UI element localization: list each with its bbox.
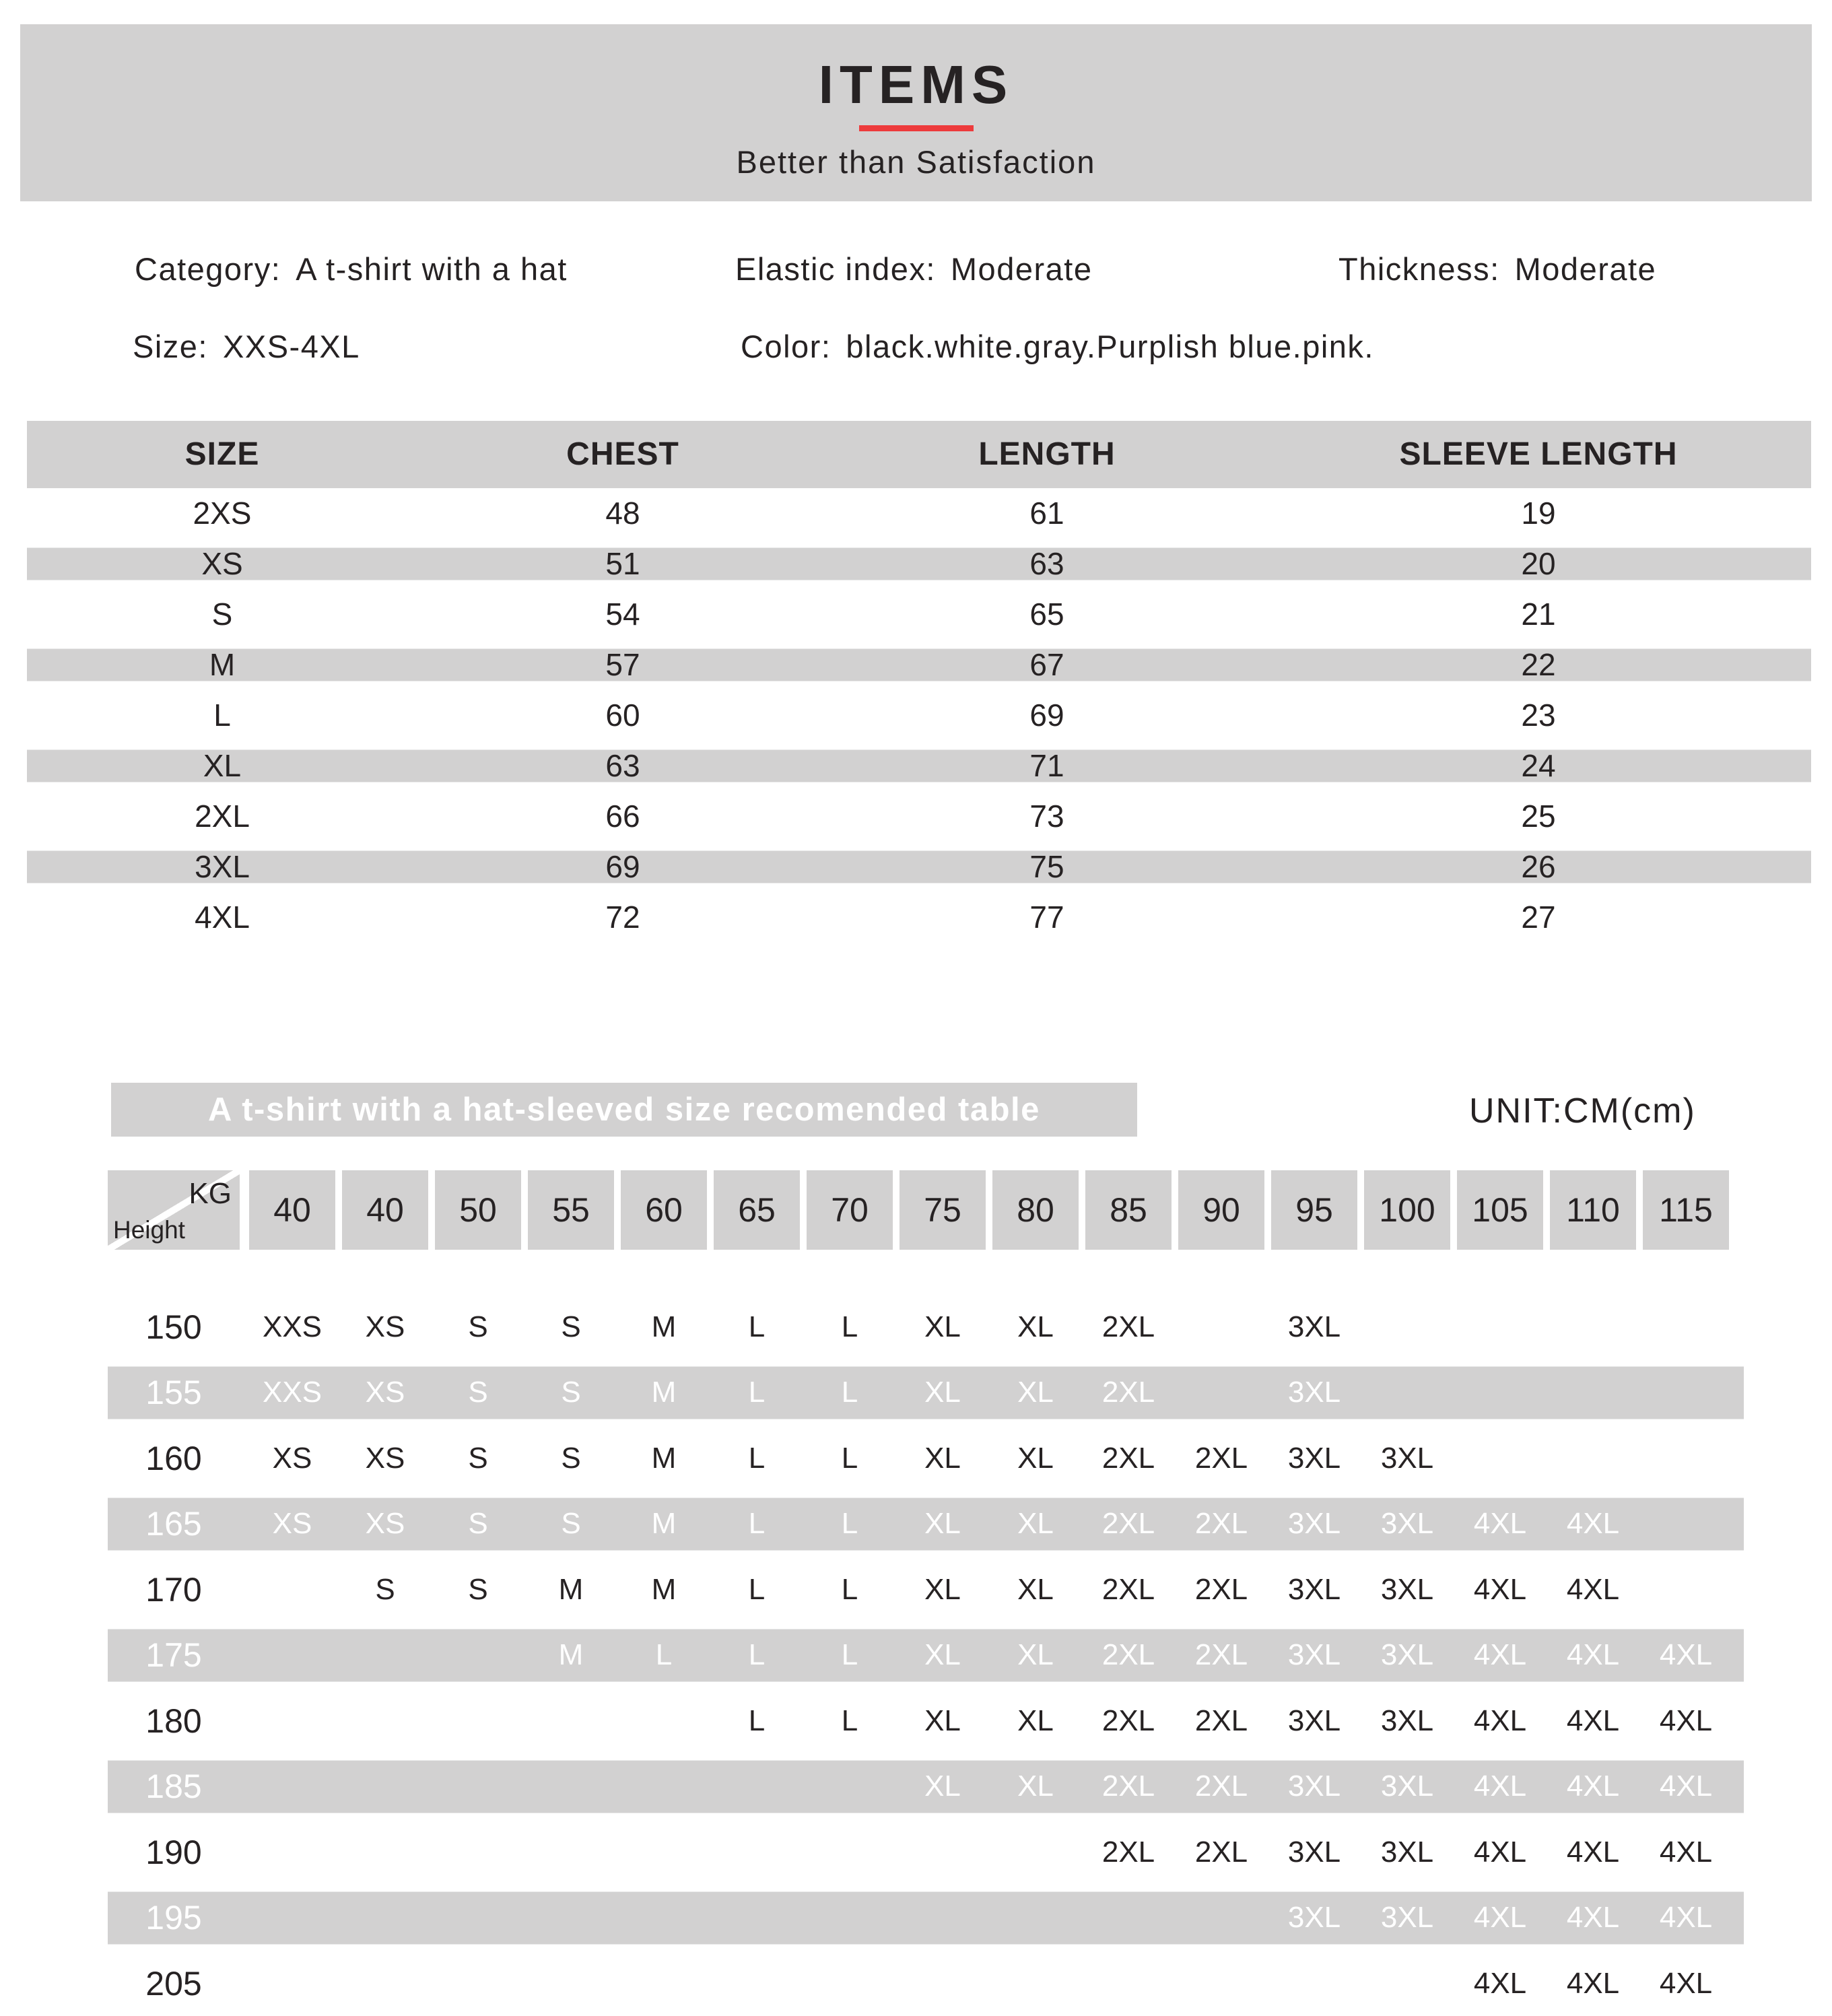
- color-info: [741, 328, 1374, 365]
- recommend-size-cell: 4XL: [1473, 1770, 1527, 1803]
- color-value: black.white.gray.Purplish blue.pink.: [846, 329, 1374, 364]
- weight-header-cell: 60: [621, 1170, 707, 1250]
- length-cell: 77: [1029, 900, 1064, 935]
- weight-header-cell: 115: [1643, 1170, 1729, 1250]
- recommend-size-cell: L: [748, 1376, 766, 1409]
- recommend-size-cell: XL: [924, 1638, 961, 1672]
- recommend-size-cell: L: [748, 1704, 766, 1737]
- recommend-size-cell: L: [841, 1572, 858, 1606]
- recommend-size-cell: S: [468, 1441, 488, 1475]
- weight-header-cell: 100: [1364, 1170, 1450, 1250]
- recommend-size-cell: M: [558, 1572, 584, 1606]
- recommend-size-cell: 2XL: [1101, 1638, 1155, 1672]
- recommend-size-cell: L: [748, 1572, 766, 1606]
- recommend-size-cell: 4XL: [1473, 1835, 1527, 1869]
- recommend-size-cell: XL: [1017, 1704, 1054, 1737]
- recommend-size-cell: 4XL: [1473, 1507, 1527, 1541]
- recommend-size-cell: 3XL: [1380, 1901, 1434, 1935]
- chest-cell: 72: [605, 900, 640, 935]
- height-label: 195: [145, 1899, 202, 1937]
- recommend-size-cell: M: [651, 1572, 677, 1606]
- weight-header-cell: 50: [435, 1170, 521, 1250]
- sleeve-length-cell: 19: [1521, 496, 1556, 531]
- recommend-size-cell: XL: [924, 1441, 961, 1475]
- height-row-175: [108, 1623, 1744, 1689]
- recommend-size-cell: M: [651, 1376, 677, 1409]
- weight-header-cell: 95: [1271, 1170, 1357, 1250]
- recommend-size-cell: 2XL: [1194, 1638, 1248, 1672]
- chest-cell: 60: [605, 698, 640, 733]
- recommend-size-cell: 3XL: [1287, 1638, 1341, 1672]
- recommend-size-cell: L: [841, 1704, 858, 1737]
- size-cell: 2XL: [195, 799, 250, 834]
- recommend-size-cell: XL: [1017, 1441, 1054, 1475]
- recommend-size-cell: XS: [272, 1441, 312, 1475]
- height-label: 205: [145, 1964, 202, 2003]
- recommend-size-cell: XL: [1017, 1507, 1054, 1541]
- recommend-size-cell: XXS: [262, 1376, 323, 1409]
- recommend-size-cell: L: [748, 1638, 766, 1672]
- sleeve-length-cell: 25: [1521, 799, 1556, 834]
- weight-header-cell: 80: [992, 1170, 1079, 1250]
- recommend-size-cell: 3XL: [1287, 1572, 1341, 1606]
- recommend-size-cell: 3XL: [1287, 1901, 1341, 1935]
- size-measurement-table: [27, 421, 1811, 943]
- column-header-length: LENGTH: [978, 436, 1116, 472]
- size-table-header-row: [27, 421, 1811, 488]
- chest-cell: 63: [605, 748, 640, 783]
- size-row-XL: [27, 741, 1811, 791]
- size-range-label: Size:: [133, 329, 208, 364]
- recommend-size-cell: 3XL: [1380, 1835, 1434, 1869]
- height-label: 180: [145, 1702, 202, 1740]
- recommend-size-cell: 3XL: [1380, 1572, 1434, 1606]
- recommend-size-cell: L: [655, 1638, 673, 1672]
- recommend-size-cell: 3XL: [1287, 1507, 1341, 1541]
- weight-header-cell: 85: [1085, 1170, 1172, 1250]
- recommend-size-cell: 3XL: [1287, 1376, 1341, 1409]
- recommend-size-cell: XL: [1017, 1638, 1054, 1672]
- height-label: 160: [145, 1439, 202, 1477]
- recommend-size-cell: 2XL: [1194, 1770, 1248, 1803]
- sleeve-length-cell: 27: [1521, 900, 1556, 935]
- size-row-S: [27, 589, 1811, 640]
- chest-cell: 48: [605, 496, 640, 531]
- recommend-size-cell: 4XL: [1566, 1638, 1620, 1672]
- brand-title: ITEMS: [818, 55, 1014, 114]
- recommend-size-cell: XL: [924, 1770, 961, 1803]
- color-label: Color:: [741, 329, 832, 364]
- height-label: 165: [145, 1505, 202, 1543]
- recommend-size-cell: S: [561, 1310, 581, 1343]
- recommend-size-cell: XS: [365, 1310, 405, 1343]
- size-row-L: [27, 690, 1811, 741]
- weight-header-cell: 90: [1178, 1170, 1264, 1250]
- size-row-XS: [27, 539, 1811, 589]
- recommend-size-cell: 2XL: [1101, 1441, 1155, 1475]
- length-cell: 65: [1029, 597, 1064, 632]
- recommend-size-cell: L: [748, 1507, 766, 1541]
- chest-cell: 54: [605, 597, 640, 632]
- recommend-size-cell: 4XL: [1659, 1638, 1713, 1672]
- recommend-size-cell: XL: [1017, 1770, 1054, 1803]
- sleeve-length-cell: 23: [1521, 698, 1556, 733]
- kg-height-corner-cell: [108, 1170, 240, 1250]
- recommend-size-cell: L: [841, 1310, 858, 1343]
- size-range-value: XXS-4XL: [223, 329, 360, 364]
- recommend-size-cell: 4XL: [1473, 1638, 1527, 1672]
- length-cell: 73: [1029, 799, 1064, 834]
- length-cell: 69: [1029, 698, 1064, 733]
- size-cell: S: [211, 597, 233, 632]
- recommend-size-cell: XS: [272, 1507, 312, 1541]
- chest-cell: 69: [605, 849, 640, 884]
- recommend-size-cell: S: [468, 1507, 488, 1541]
- recommend-size-cell: L: [841, 1441, 858, 1475]
- recommend-size-cell: 3XL: [1380, 1507, 1434, 1541]
- recommend-size-cell: L: [841, 1376, 858, 1409]
- recommend-size-cell: 3XL: [1380, 1441, 1434, 1475]
- length-cell: 75: [1029, 849, 1064, 884]
- thickness-label: Thickness:: [1338, 251, 1500, 287]
- recommend-size-cell: M: [558, 1638, 584, 1672]
- recommend-size-cell: L: [841, 1638, 858, 1672]
- recommend-size-cell: L: [841, 1507, 858, 1541]
- recommend-size-cell: 4XL: [1473, 1572, 1527, 1606]
- recommend-size-cell: 4XL: [1659, 1835, 1713, 1869]
- recommend-size-cell: XL: [924, 1572, 961, 1606]
- recommend-size-cell: 4XL: [1566, 1966, 1620, 2000]
- chest-cell: 66: [605, 799, 640, 834]
- recommend-size-cell: XL: [1017, 1572, 1054, 1606]
- column-header-sleeve-length: SLEEVE LENGTH: [1399, 436, 1678, 472]
- category-value: A t-shirt with a hat: [296, 251, 568, 287]
- recommend-size-cell: 2XL: [1194, 1572, 1248, 1606]
- recommend-size-cell: 4XL: [1566, 1770, 1620, 1803]
- column-header-chest: CHEST: [566, 436, 679, 472]
- recommend-size-cell: 3XL: [1380, 1638, 1434, 1672]
- recommend-size-cell: 2XL: [1101, 1704, 1155, 1737]
- size-row-3XL: [27, 842, 1811, 892]
- recommend-size-cell: 4XL: [1566, 1507, 1620, 1541]
- recommend-size-cell: S: [468, 1310, 488, 1343]
- recommend-size-cell: 3XL: [1287, 1770, 1341, 1803]
- recommend-size-cell: 4XL: [1659, 1966, 1713, 2000]
- brand-tagline: Better than Satisfaction: [736, 144, 1096, 180]
- recommend-size-cell: 2XL: [1101, 1310, 1155, 1343]
- height-row-170: [108, 1557, 1744, 1623]
- length-cell: 67: [1029, 647, 1064, 682]
- length-cell: 63: [1029, 546, 1064, 581]
- recommend-size-cell: 4XL: [1566, 1704, 1620, 1737]
- sleeve-length-cell: 24: [1521, 748, 1556, 783]
- weight-header-cell: 105: [1457, 1170, 1543, 1250]
- corner-kg-label: KG: [189, 1177, 232, 1210]
- recommend-size-cell: 4XL: [1566, 1835, 1620, 1869]
- weight-header-cell: 65: [714, 1170, 800, 1250]
- recommend-table-title-badge: A t-shirt with a hat-sleeved size recomended table: [111, 1083, 1137, 1137]
- recommend-size-cell: 4XL: [1566, 1901, 1620, 1935]
- recommend-size-cell: 3XL: [1287, 1310, 1341, 1343]
- recommend-size-cell: XL: [1017, 1376, 1054, 1409]
- height-label: 150: [145, 1308, 202, 1346]
- elastic-index-label: Elastic index:: [735, 251, 936, 287]
- recommend-size-cell: XXS: [262, 1310, 323, 1343]
- recommend-size-cell: 2XL: [1101, 1507, 1155, 1541]
- height-row-205: [108, 1951, 1744, 2016]
- recommend-size-cell: XL: [924, 1704, 961, 1737]
- title-underline-decoration: [859, 125, 974, 131]
- height-label: 175: [145, 1636, 202, 1675]
- recommend-size-cell: 2XL: [1194, 1704, 1248, 1737]
- weight-header-cell: 40: [249, 1170, 335, 1250]
- size-table-body: [27, 488, 1811, 943]
- size-cell: 2XS: [193, 496, 252, 531]
- height-row-195: [108, 1885, 1744, 1951]
- length-cell: 61: [1029, 496, 1064, 531]
- category-label: Category:: [135, 251, 281, 287]
- elastic-index-info: [735, 250, 1092, 288]
- recommend-size-cell: 2XL: [1194, 1835, 1248, 1869]
- recommend-size-cell: 3XL: [1380, 1704, 1434, 1737]
- recommend-size-cell: 3XL: [1287, 1441, 1341, 1475]
- height-label: 185: [145, 1768, 202, 1806]
- size-row-2XS: [27, 488, 1811, 539]
- size-row-2XL: [27, 791, 1811, 842]
- recommend-size-cell: XS: [365, 1441, 405, 1475]
- recommend-size-cell: XS: [365, 1507, 405, 1541]
- recommend-size-cell: 3XL: [1380, 1770, 1434, 1803]
- weight-header-cell: 40: [342, 1170, 428, 1250]
- recommend-size-cell: 2XL: [1101, 1572, 1155, 1606]
- recommend-size-cell: 3XL: [1287, 1704, 1341, 1737]
- column-header-size: SIZE: [184, 436, 260, 472]
- recommend-size-cell: 2XL: [1194, 1507, 1248, 1541]
- sleeve-length-cell: 22: [1521, 647, 1556, 682]
- recommend-size-cell: S: [561, 1441, 581, 1475]
- sleeve-length-cell: 21: [1521, 597, 1556, 632]
- recommend-size-cell: S: [468, 1376, 488, 1409]
- size-cell: XL: [203, 748, 242, 783]
- height-row-190: [108, 1819, 1744, 1885]
- recommend-size-cell: XL: [924, 1310, 961, 1343]
- header-banner: [20, 24, 1812, 201]
- category-info: [135, 250, 568, 288]
- recommend-size-cell: S: [468, 1572, 488, 1606]
- size-cell: XS: [201, 546, 243, 581]
- size-cell: 3XL: [195, 849, 250, 884]
- height-label: 155: [145, 1374, 202, 1412]
- recommend-size-cell: S: [561, 1376, 581, 1409]
- size-row-4XL: [27, 892, 1811, 943]
- recommend-table-header-row: [108, 1170, 1729, 1250]
- recommend-size-cell: L: [748, 1310, 766, 1343]
- sleeve-length-cell: 26: [1521, 849, 1556, 884]
- recommend-size-cell: 4XL: [1473, 1966, 1527, 2000]
- height-row-165: [108, 1491, 1744, 1557]
- recommend-size-cell: 2XL: [1101, 1770, 1155, 1803]
- length-cell: 71: [1029, 748, 1064, 783]
- size-range-info: [133, 328, 360, 365]
- recommend-size-cell: 2XL: [1194, 1441, 1248, 1475]
- size-cell: 4XL: [195, 900, 250, 935]
- recommend-size-cell: XL: [924, 1376, 961, 1409]
- unit-note: UNIT:CM(cm): [1469, 1091, 1696, 1131]
- recommend-size-cell: 4XL: [1473, 1901, 1527, 1935]
- thickness-value: Moderate: [1514, 251, 1657, 287]
- recommend-size-cell: 2XL: [1101, 1835, 1155, 1869]
- recommend-size-cell: XS: [365, 1376, 405, 1409]
- height-label: 190: [145, 1833, 202, 1871]
- recommend-size-cell: XL: [924, 1507, 961, 1541]
- height-row-150: [108, 1294, 1744, 1360]
- weight-header-cell: 110: [1550, 1170, 1636, 1250]
- size-cell: L: [213, 698, 231, 733]
- recommend-size-cell: 4XL: [1659, 1704, 1713, 1737]
- height-row-160: [108, 1425, 1744, 1491]
- weight-header-cell: 70: [807, 1170, 893, 1250]
- recommend-size-cell: S: [375, 1572, 395, 1606]
- recommend-size-cell: 4XL: [1473, 1704, 1527, 1737]
- recommend-size-cell: 4XL: [1659, 1770, 1713, 1803]
- sleeve-length-cell: 20: [1521, 546, 1556, 581]
- recommend-size-cell: 3XL: [1287, 1835, 1341, 1869]
- size-row-M: [27, 640, 1811, 690]
- size-cell: M: [209, 647, 236, 682]
- weight-header-cell: 55: [528, 1170, 614, 1250]
- recommend-size-cell: M: [651, 1507, 677, 1541]
- chest-cell: 57: [605, 647, 640, 682]
- recommend-size-cell: 4XL: [1659, 1901, 1713, 1935]
- recommend-size-cell: L: [748, 1441, 766, 1475]
- chest-cell: 51: [605, 546, 640, 581]
- elastic-index-value: Moderate: [950, 251, 1093, 287]
- height-row-155: [108, 1360, 1744, 1426]
- recommend-size-cell: 2XL: [1101, 1376, 1155, 1409]
- height-row-180: [108, 1688, 1744, 1754]
- corner-height-label: Height: [113, 1216, 185, 1244]
- recommend-size-cell: M: [651, 1310, 677, 1343]
- height-label: 170: [145, 1570, 202, 1609]
- weight-header-cell: 75: [900, 1170, 986, 1250]
- thickness-info: [1338, 250, 1656, 288]
- recommend-size-cell: 4XL: [1566, 1572, 1620, 1606]
- height-row-185: [108, 1754, 1744, 1820]
- weight-header-cells: [240, 1170, 1729, 1250]
- recommend-size-cell: S: [561, 1507, 581, 1541]
- recommend-size-cell: M: [651, 1441, 677, 1475]
- recommend-size-cell: XL: [1017, 1310, 1054, 1343]
- recommend-table-body: [108, 1294, 1744, 2016]
